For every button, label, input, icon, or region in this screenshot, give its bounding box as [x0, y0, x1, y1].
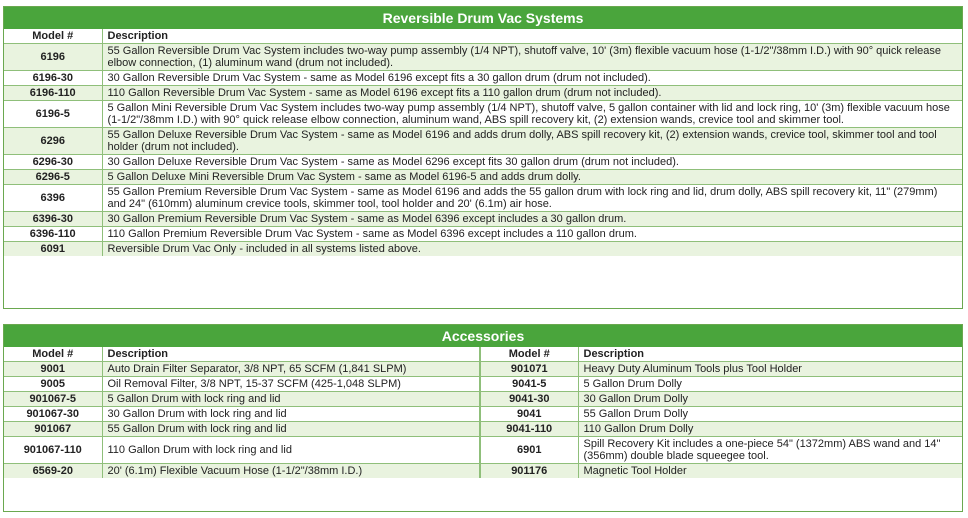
drum-vac-header-row: [4, 29, 962, 44]
model-description: 110 Gallon Premium Reversible Drum Vac System - same as Model 6396 except includes a 110 gallon drum.: [102, 227, 962, 242]
model-number-right: 9041-110: [480, 422, 578, 437]
table-row: [4, 362, 962, 377]
model-number: 6396-110: [4, 227, 102, 242]
table-row: [4, 86, 962, 101]
table-row: [4, 71, 962, 86]
drum-vac-body: [4, 44, 962, 257]
model-number-right: 9041-5: [480, 377, 578, 392]
table-row: [4, 44, 962, 71]
model-column-header-left: Model #: [4, 347, 102, 362]
table-row: [4, 155, 962, 170]
accessory-description-left: 30 Gallon Drum with lock ring and lid: [102, 407, 480, 422]
model-number: 6396: [4, 185, 102, 212]
drum-vac-panel: [3, 6, 963, 309]
table-row: [4, 464, 962, 479]
accessory-description-right: 5 Gallon Drum Dolly: [578, 377, 962, 392]
model-description: 55 Gallon Reversible Drum Vac System includes two-way pump assembly (1/4 NPT), shutoff valve, 10' (3m) flexible vacuum hose (1-1/2"/38mm I.D.) with 90° quick release elbow connection, (1) aluminum wand (drum not included).: [102, 44, 962, 71]
accessory-description-left: 20' (6.1m) Flexible Vacuum Hose (1-1/2"/38mm I.D.): [102, 464, 480, 479]
model-number-left: 9005: [4, 377, 102, 392]
model-number-right: 901071: [480, 362, 578, 377]
model-description: 55 Gallon Premium Reversible Drum Vac System - same as Model 6196 and adds the 55 gallon drum with lock ring and lid, drum dolly, ABS spill recovery kit, 11" (279mm) and 24" (610mm) aluminum crevice tools, skimmer tool, tool holder and 20' (6.1m) air hose.: [102, 185, 962, 212]
model-number-left: 901067-30: [4, 407, 102, 422]
model-number-right: 901176: [480, 464, 578, 479]
table-row: [4, 185, 962, 212]
model-description: 30 Gallon Deluxe Reversible Drum Vac System - same as Model 6296 except fits 30 gallon drum (drum not included).: [102, 155, 962, 170]
drum-vac-table: [4, 29, 962, 256]
table-row: [4, 242, 962, 257]
table-row: [4, 392, 962, 407]
model-number: 6196-30: [4, 71, 102, 86]
model-number: 6296-30: [4, 155, 102, 170]
accessory-description-left: Oil Removal Filter, 3/8 NPT, 15-37 SCFM (425-1,048 SLPM): [102, 377, 480, 392]
table-row: [4, 437, 962, 464]
description-column-header-left: Description: [102, 347, 480, 362]
model-description: Reversible Drum Vac Only - included in all systems listed above.: [102, 242, 962, 257]
accessories-panel: [3, 324, 963, 512]
accessory-description-right: Spill Recovery Kit includes a one-piece 54" (1372mm) ABS wand and 14" (356mm) double blade squeegee tool.: [578, 437, 962, 464]
accessory-description-left: 55 Gallon Drum with lock ring and lid: [102, 422, 480, 437]
table-row: [4, 170, 962, 185]
model-description: 55 Gallon Deluxe Reversible Drum Vac System - same as Model 6196 and adds drum dolly, ABS spill recovery kit, (2) extension wands, crevice tool, skimmer tool and tool holder (drum not included).: [102, 128, 962, 155]
table-row: [4, 377, 962, 392]
model-number-left: 901067-5: [4, 392, 102, 407]
model-column-header-right: Model #: [480, 347, 578, 362]
accessory-description-right: 30 Gallon Drum Dolly: [578, 392, 962, 407]
model-number-left: 9001: [4, 362, 102, 377]
model-number-left: 901067-110: [4, 437, 102, 464]
table-row: [4, 407, 962, 422]
description-column-header-right: Description: [578, 347, 962, 362]
model-number: 6296: [4, 128, 102, 155]
model-column-header: Model #: [4, 29, 102, 44]
model-number: 6296-5: [4, 170, 102, 185]
accessory-description-left: Auto Drain Filter Separator, 3/8 NPT, 65 SCFM (1,841 SLPM): [102, 362, 480, 377]
model-number-left: 901067: [4, 422, 102, 437]
drum-vac-title: Reversible Drum Vac Systems: [4, 7, 962, 29]
model-number-right: 9041: [480, 407, 578, 422]
model-number: 6091: [4, 242, 102, 257]
model-description: 5 Gallon Deluxe Mini Reversible Drum Vac System - same as Model 6196-5 and adds drum dolly.: [102, 170, 962, 185]
model-description: 30 Gallon Reversible Drum Vac System - same as Model 6196 except fits a 30 gallon drum (drum not included).: [102, 71, 962, 86]
description-column-header: Description: [102, 29, 962, 44]
accessory-description-right: 110 Gallon Drum Dolly: [578, 422, 962, 437]
table-row: [4, 422, 962, 437]
model-description: 110 Gallon Reversible Drum Vac System - same as Model 6196 except fits a 110 gallon drum (drum not included).: [102, 86, 962, 101]
model-number: 6196-110: [4, 86, 102, 101]
accessory-description-left: 5 Gallon Drum with lock ring and lid: [102, 392, 480, 407]
table-row: [4, 101, 962, 128]
model-number: 6196-5: [4, 101, 102, 128]
accessory-description-right: Heavy Duty Aluminum Tools plus Tool Holder: [578, 362, 962, 377]
accessory-description-left: 110 Gallon Drum with lock ring and lid: [102, 437, 480, 464]
model-description: 5 Gallon Mini Reversible Drum Vac System includes two-way pump assembly (1/4 NPT), shutoff valve, 5 gallon container with lid and lock ring, 10' (3m) flexible vacuum hose (1-1/2"/38mm I.D.) with 90° quick release elbow connection, aluminum wand, ABS spill recovery kit, (2) extension wands, crevice tool and skimmer tool.: [102, 101, 962, 128]
model-number-left: 6569-20: [4, 464, 102, 479]
accessory-description-right: 55 Gallon Drum Dolly: [578, 407, 962, 422]
model-number: 6196: [4, 44, 102, 71]
model-description: 30 Gallon Premium Reversible Drum Vac System - same as Model 6396 except includes a 30 gallon drum.: [102, 212, 962, 227]
model-number-right: 9041-30: [480, 392, 578, 407]
accessories-table: [4, 347, 962, 478]
accessories-body: [4, 362, 962, 479]
table-row: [4, 128, 962, 155]
table-row: [4, 227, 962, 242]
model-number-right: 6901: [480, 437, 578, 464]
accessory-description-right: Magnetic Tool Holder: [578, 464, 962, 479]
accessories-header-row: [4, 347, 962, 362]
model-number: 6396-30: [4, 212, 102, 227]
table-row: [4, 212, 962, 227]
accessories-title: Accessories: [4, 325, 962, 347]
